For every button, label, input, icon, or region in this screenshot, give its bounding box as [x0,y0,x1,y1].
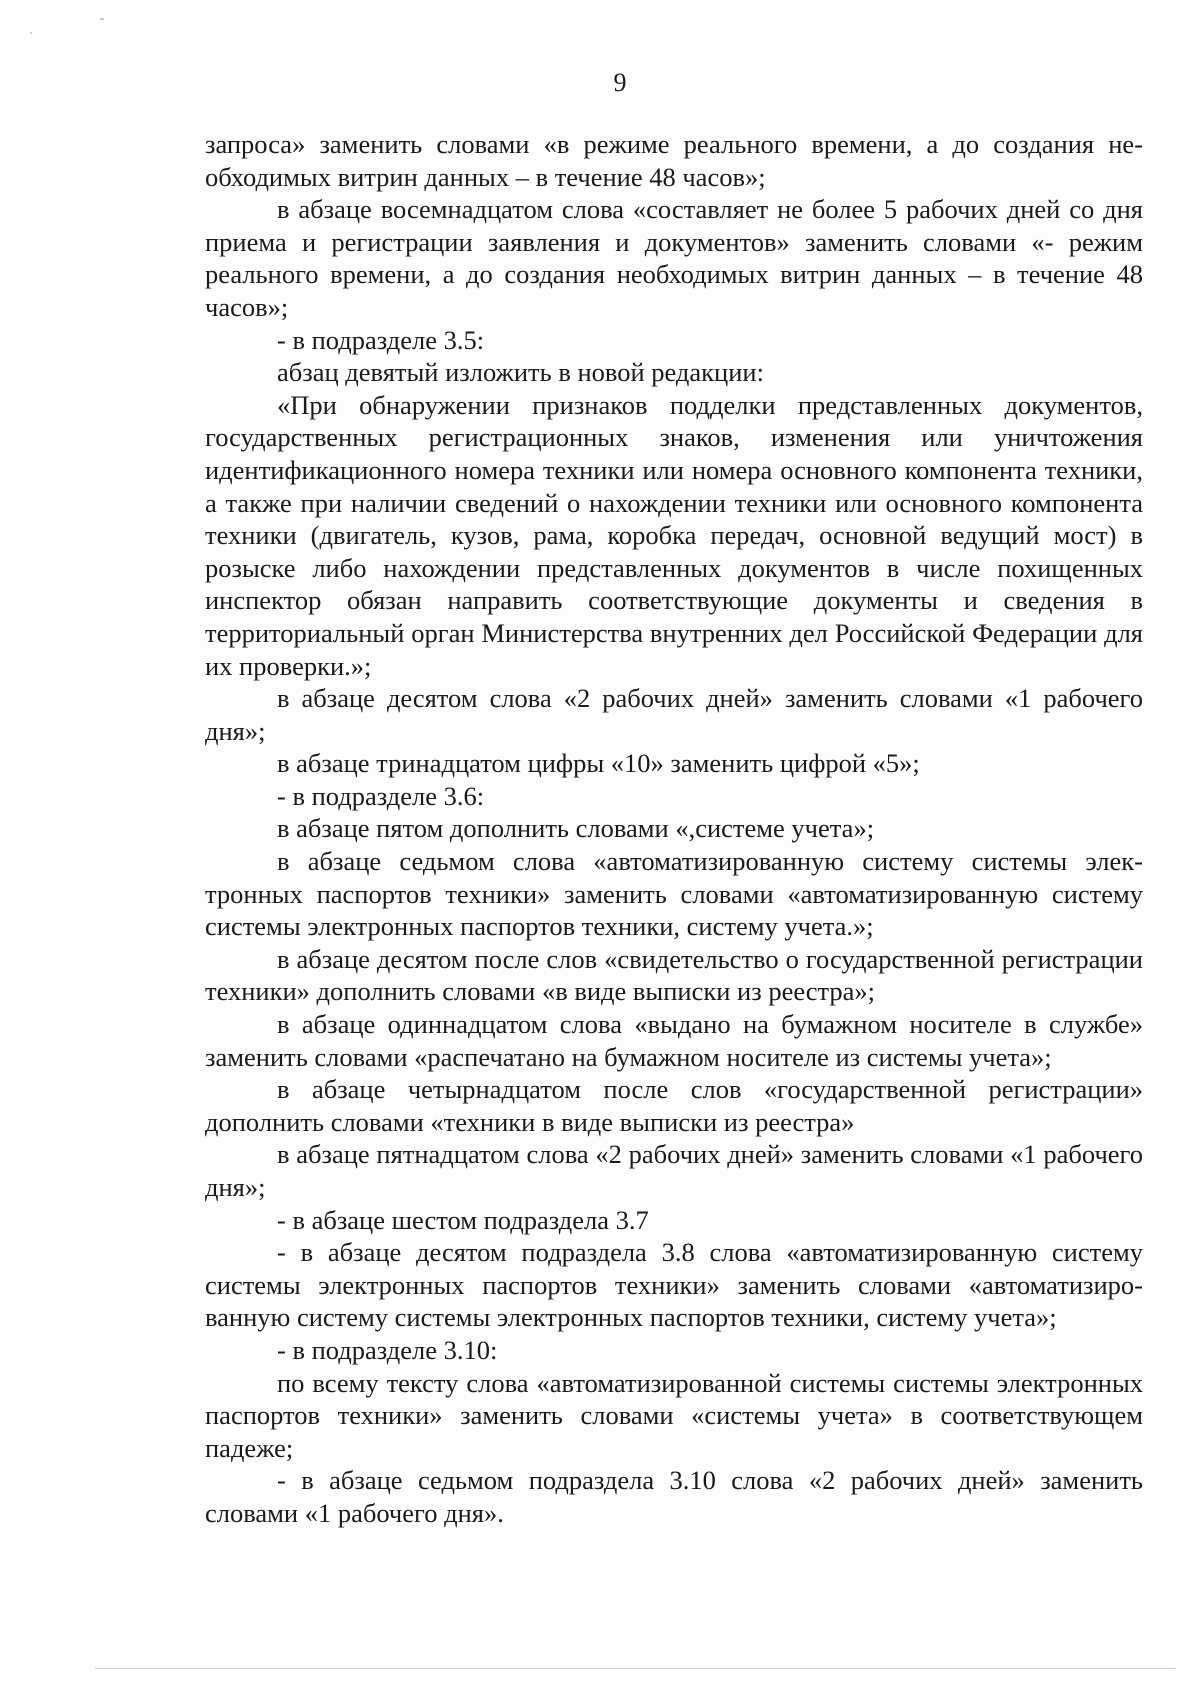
paragraph: в абзаце десятом слова «2 рабочих дней» заменить словами «1 рабочего дня»; [205,683,1143,746]
paragraph: - в абзаце седьмом подраздела 3.10 слова «2 рабочих дней» заменить словами «1 рабочего дня». [205,1465,1143,1528]
paragraph: в абзаце тринадцатом цифры «10» заменить цифрой «5»; [277,748,920,779]
scan-speck [30,32,32,34]
paragraph: - в абзаце десятом подраздела 3.8 слова «автоматизированную систему системы электронных паспортов техники» заменить словами «автоматизированную систему системы электронных паспортов техники, систему учета»; [205,1237,1143,1333]
paragraph: - в абзаце шестом подраздела 3.7 [277,1204,649,1235]
paragraph: в абзаце седьмом слова «автоматизированную систему системы электронных паспортов техники» заменить словами «автоматизированную систему системы электронных паспортов техники, систему учета.»; [205,846,1143,942]
paragraph: в абзаце восемнадцатом слова «составляет не более 5 рабочих дней со дня приема и регистрации заявления и документов» заменить словами «- режим реального времени, а до создания необходимых витрин данных – в течение 48 часов»; [205,194,1143,322]
scan-edge-line [95,1668,1175,1669]
paragraph: в абзаце десятом после слов «свидетельство о государственной регистрации техники» дополнить словами «в виде выписки из реестра»; [205,943,1143,1007]
paragraph: абзац девятый изложить в новой редакции: [277,357,764,388]
paragraph: в абзаце четырнадцатом после слов «государственной регистрации» дополнить словами «техники в виде выписки из реестра» [205,1074,1143,1137]
scan-speck [100,18,104,20]
paragraph: по всему тексту слова «автоматизированной системы системы электронных паспортов техники» заменить словами «системы учета» в соответствующем падеже; [205,1367,1143,1463]
paragraph: - в подразделе 3.10: [277,1334,498,1365]
paragraph: - в подразделе 3.5: [277,324,485,355]
paragraph: - в подразделе 3.6: [277,780,485,811]
paragraph: в абзаце одиннадцатом слова «выдано на бумажном носителе в службе» заменить словами «распечатано на бумажном носителе из системы учета»; [205,1009,1143,1072]
paragraph: в абзаце пятом дополнить словами «,системе учета»; [277,813,875,844]
paragraph: запроса» заменить словами «в режиме реального времени, а до создания необходимых витрин данных – в течение 48 часов»; [205,129,1143,192]
document-body [205,128,1143,1530]
page-number: 9 [613,68,627,97]
paragraph: «При обнаружении признаков подделки представленных документов, государственных регистрационных знаков, изменения или уничтожения идентификационного номера техники или номера основного компонента техники, а также при наличии сведений о нахождении техники или основного компонента техники (двигатель, кузов, рама, коробка передач, основной ведущий мост) в розыске либо нахождении представленных документов в числе похищенных инспектор обязан направить соответствующие документы и сведения в территориальный орган Министерства внутренних дел Российской Федерации для их проверки.»; [205,389,1143,681]
paragraph: в абзаце пятнадцатом слова «2 рабочих дней» заменить словами «1 рабочего дня»; [205,1139,1143,1202]
